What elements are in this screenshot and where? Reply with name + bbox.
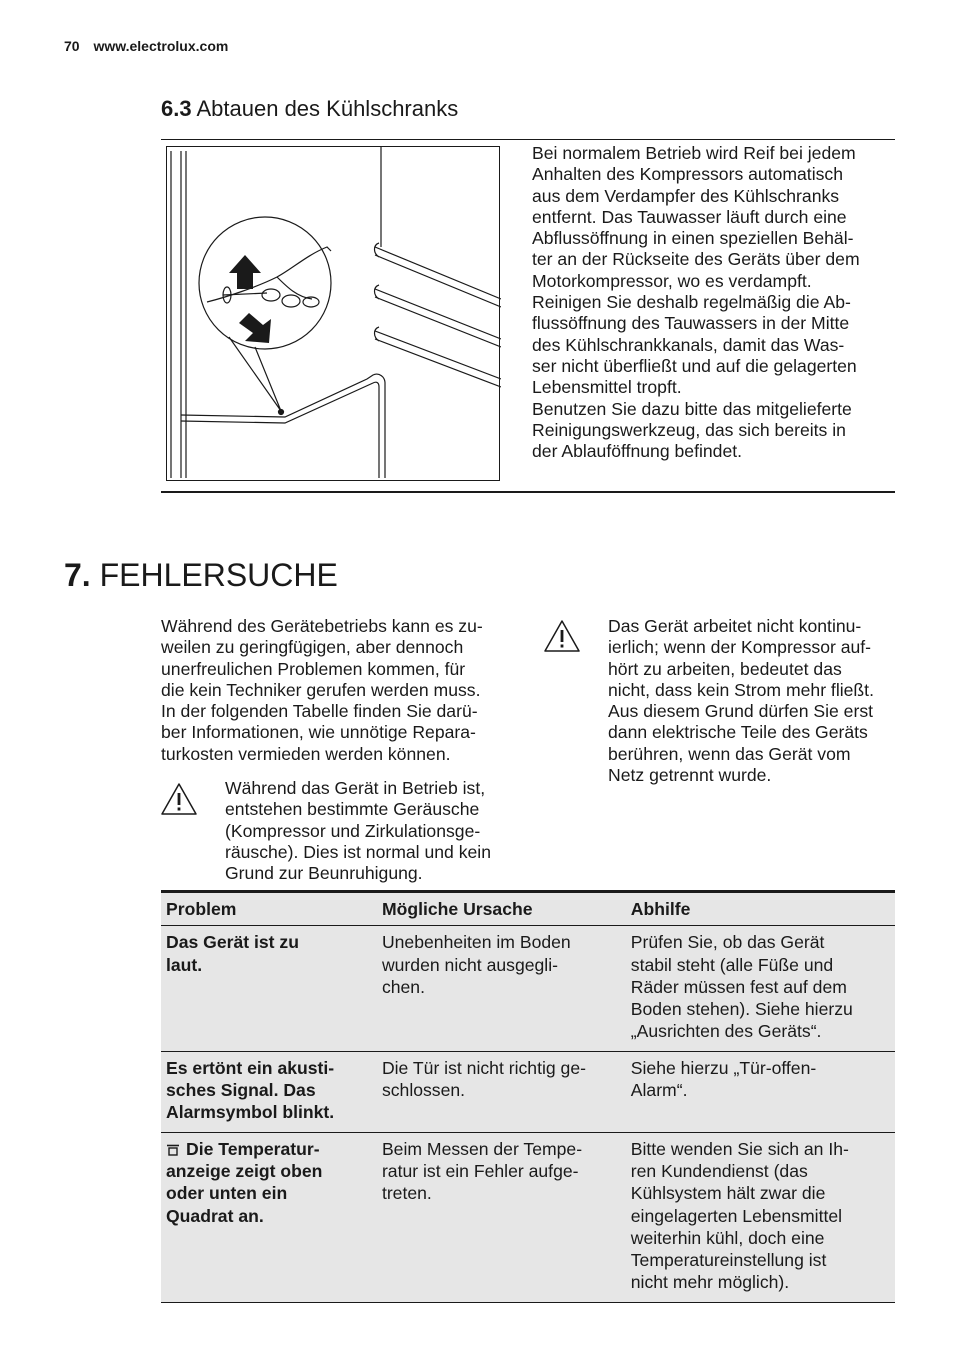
section-number: 6.3 — [161, 96, 192, 121]
column-header-remedy: Abhilfe — [630, 899, 691, 919]
remedy-cell: Prüfen Sie, ob das Gerät stabil steht (alle Füße und Räder müssen fest auf dem Boden stehen). Siehe hierzu „Ausrichten des Geräts“. — [630, 932, 853, 1042]
section-bottom-rule — [161, 491, 895, 493]
problem-cell — [161, 1132, 377, 1302]
table-row — [161, 1051, 895, 1132]
square-symbol-icon — [166, 1144, 180, 1156]
page-number: 70 — [64, 38, 80, 54]
troubleshooting-intro: Während des Gerätebetriebs kann es zu- weilen zu geringfügigen, aber dennoch unerfreulichen Problemen kommen, für die kein Techniker gerufen werden muss. In der folgenden Tabelle finden Sie darü- ber Informationen, wie unnötige Repara- turkosten vermieden werden können. — [161, 616, 483, 764]
remedy-cell: Bitte wenden Sie sich an Ih- ren Kundendienst (das Kühlsystem hält zwar die eingelagerten Lebensmittel weiterhin kühl, doch eine Temperatureinstellung ist nicht mehr möglich). — [630, 1138, 849, 1293]
defrost-drain-drawing — [167, 147, 501, 482]
table-header-row — [161, 892, 895, 926]
section-number: 7. — [64, 557, 91, 593]
problem-cell: Es ertönt ein akusti- sches Signal. Das Alarmsymbol blinkt. — [166, 1057, 335, 1123]
defrost-illustration — [166, 146, 500, 481]
cause-cell: Beim Messen der Tempe- ratur ist ein Fehler aufge- treten. — [381, 1138, 583, 1204]
remedy-cell: Siehe hierzu „Tür-offen- Alarm“. — [630, 1057, 817, 1101]
column-header-problem: Problem — [166, 899, 237, 919]
cause-cell: Die Tür ist nicht richtig ge- schlossen. — [381, 1057, 586, 1101]
site-url: www.electrolux.com — [93, 38, 229, 54]
section-7-heading — [64, 557, 338, 594]
page-header — [64, 38, 228, 54]
section-title: Abtauen des Kühlschranks — [196, 96, 459, 121]
cause-cell: Unebenheiten im Boden wurden nicht ausgegli- chen. — [381, 932, 571, 997]
troubleshooting-table — [161, 890, 895, 1303]
warning-triangle-icon — [160, 782, 198, 816]
problem-text: Die Temperatur- anzeige zeigt oben oder unten ein Quadrat an. — [166, 1138, 323, 1226]
table-row — [161, 1132, 895, 1302]
defrost-paragraph: Bei normalem Betrieb wird Reif bei jedem Anhalten des Kompressors automatisch aus dem Verdampfer des Kühlschranks entfernt. Das Tauwasser läuft durch eine Abflussöffnung in einen speziellen Behäl- ter an der Rückseite des Geräts über dem Motorkompressor, wo es verdampft. Reinigen Sie deshalb regelmäßig die Ab- flussöffnung des Tauwassers in der Mitte des Kühlschrankkanals, damit das Was- ser nicht überfließt und auf die gelagerten Lebensmittel tropft. Benutzen Sie dazu bitte das mitgelieferte Reinigungswerkzeug, das sich bereits in der Ablauföffnung befindet. — [532, 143, 860, 462]
warning-triangle-icon — [543, 619, 581, 653]
problem-cell: Das Gerät ist zu laut. — [166, 932, 299, 975]
section-top-rule — [161, 139, 895, 140]
section-6-3-heading — [161, 96, 458, 122]
table-row — [161, 926, 895, 1051]
section-title: FEHLERSUCHE — [99, 557, 338, 593]
column-header-cause: Mögliche Ursache — [381, 899, 533, 919]
warning-power-text: Das Gerät arbeitet nicht kontinu- ierlich; wenn der Kompressor auf- hört zu arbeiten, bedeutet das nicht, dass kein Strom mehr fließt. Aus diesem Grund dürfen Sie erst dann elektrische Teile des Geräts berühren, wenn das Gerät vom Netz getrennt wurde. — [608, 616, 874, 786]
warning-noise-text: Während das Gerät in Betrieb ist, entstehen bestimmte Geräusche (Kompressor und Zirkulationsge- räusche). Dies ist normal und kein Grund zur Beunruhigung. — [225, 778, 491, 884]
